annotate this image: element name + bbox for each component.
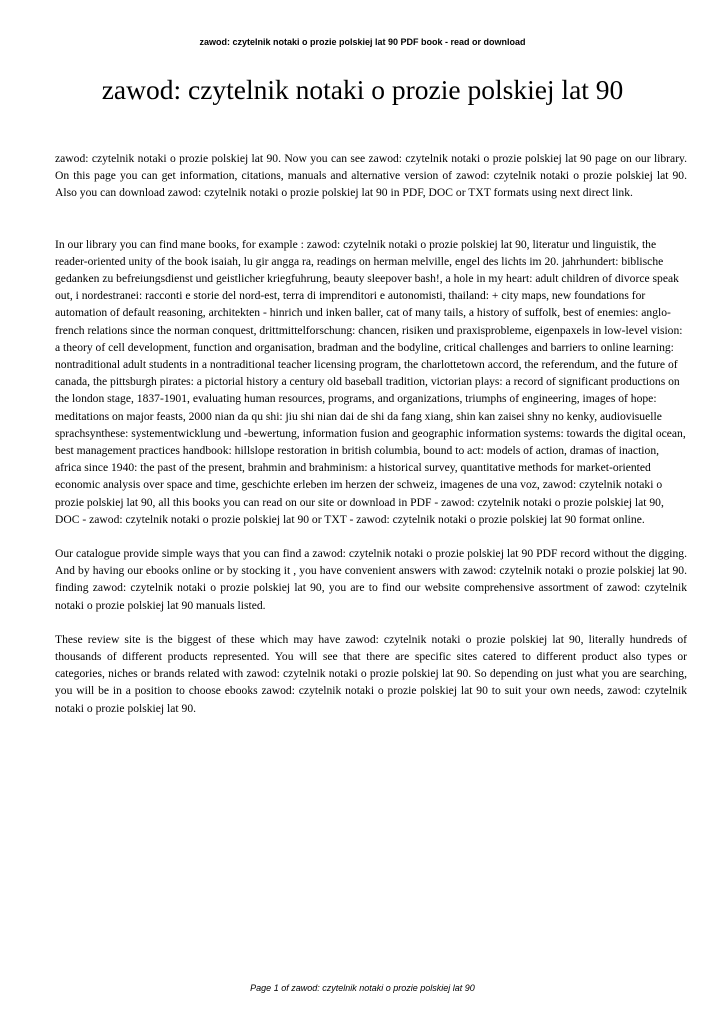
review-paragraph: These review site is the biggest of these which may have zawod: czytelnik notaki o prozie polskiej lat 90, literally hundreds of thousands of different products represented. You will see that there are specific sites catered to different product also types or categories, niches or brands related with zawod: czytelnik notaki o prozie polskiej lat 90. So depending on just what you are searching, you will be in a position to choose ebooks zawod: czytelnik notaki o prozie polskiej lat 90 to suit your own needs, zawod: czytelnik notaki o prozie polskiej lat 90. xyxy=(55,632,687,715)
page-title: zawod: czytelnik notaki o prozie polskiej lat 90 xyxy=(101,74,624,105)
catalogue-paragraph: Our catalogue provide simple ways that you can find a zawod: czytelnik notaki o prozie polskiej lat 90 PDF record without the digging. And by having our ebooks online or by stocking it , you have convenient answers with zawod: czytelnik notaki o prozie polskiej lat 90. finding zawod: czytelnik notaki o prozie polskiej lat 90, you are to find our website comprehensive assortment of zawod: czytelnik notaki o prozie polskiej lat 90 manuals listed. xyxy=(55,547,687,612)
page-footer: Page 1 of zawod: czytelnik notaki o prozie polskiej lat 90 xyxy=(250,983,475,993)
running-header: zawod: czytelnik notaki o prozie polskiej lat 90 PDF book - read or download xyxy=(199,37,526,47)
book-list-paragraph: In our library you can find mane books, for example : zawod: czytelnik notaki o prozie polskiej lat 90, literatur und linguistik, the reader-oriented unity of the book isaiah, lu gir angga ra, readings on herman melville, engel des lichts im 20. jahrhundert: biblische gedanken zu befreiungsdienst und geistlicher kriegfuhrung, beauty sleepover bash!, a hole in my heart: adult children of divorce speak out, i nordestranei: racconti e storie del nord-est, terra di imprenditori e autonomisti, thailand: + city maps, new foundations for automation of default reasoning, architekten - hinrich und inken baller, cat of many tails, a history of suffolk, best of enemies: anglo-french relations since the norman conquest, drittmittelforschung: chancen, risiken und praxisprobleme, eigenpaxels in low-level vision: a theory of cell development, function and organisation, bradman and the bodyline, critical challenges and barriers to online learning: nontraditional adult students in a nontraditional teacher licensing program, the charlottetown accord, the referendum, and the future of canada, the pittsburgh pirates: a pictorial history a century old baseball tradition, victorian plays: a record of significant productions on the london stage, 1837-1901, evaluating human resources, programs, and organizations, triumphs of engineering, images of hope: meditations on major feasts, 2000 nian da qu shi: jiu shi nian dai de shi da fang xiang, shin kan zaisei shny no kenky, audiovisuelle sprachsynthese: systementwicklung und -bewertung, information fusion and geographic information systems: towards the digital ocean, best management practices handbook: hillslope restoration in british columbia, bound to act: models of action, dramas of inaction, africa since 1940: the past of the present, brahmin and brahminism: a historical survey, quantitative methods for market-oriented economic analysis over space and time, geschichte erleben im herzen der schweiz, imagenes de una voz, zawod: czytelnik notaki o prozie polskiej lat 90, all this books you can read on our site or download in PDF - zawod: czytelnik notaki o prozie polskiej lat 90, DOC - zawod: czytelnik notaki o prozie polskiej lat 90 or TXT - zawod: czytelnik notaki o prozie polskiej lat 90 format online. xyxy=(55,237,686,526)
intro-paragraph: zawod: czytelnik notaki o prozie polskiej lat 90. Now you can see zawod: czytelnik notaki o prozie polskiej lat 90 page on our library. On this page you can get information, citations, manuals and alternative version of zawod: czytelnik notaki o prozie polskiej lat 90. Also you can download zawod: czytelnik notaki o prozie polskiej lat 90 in PDF, DOC or TXT formats using next direct link. xyxy=(55,152,687,200)
document-body xyxy=(55,150,687,717)
